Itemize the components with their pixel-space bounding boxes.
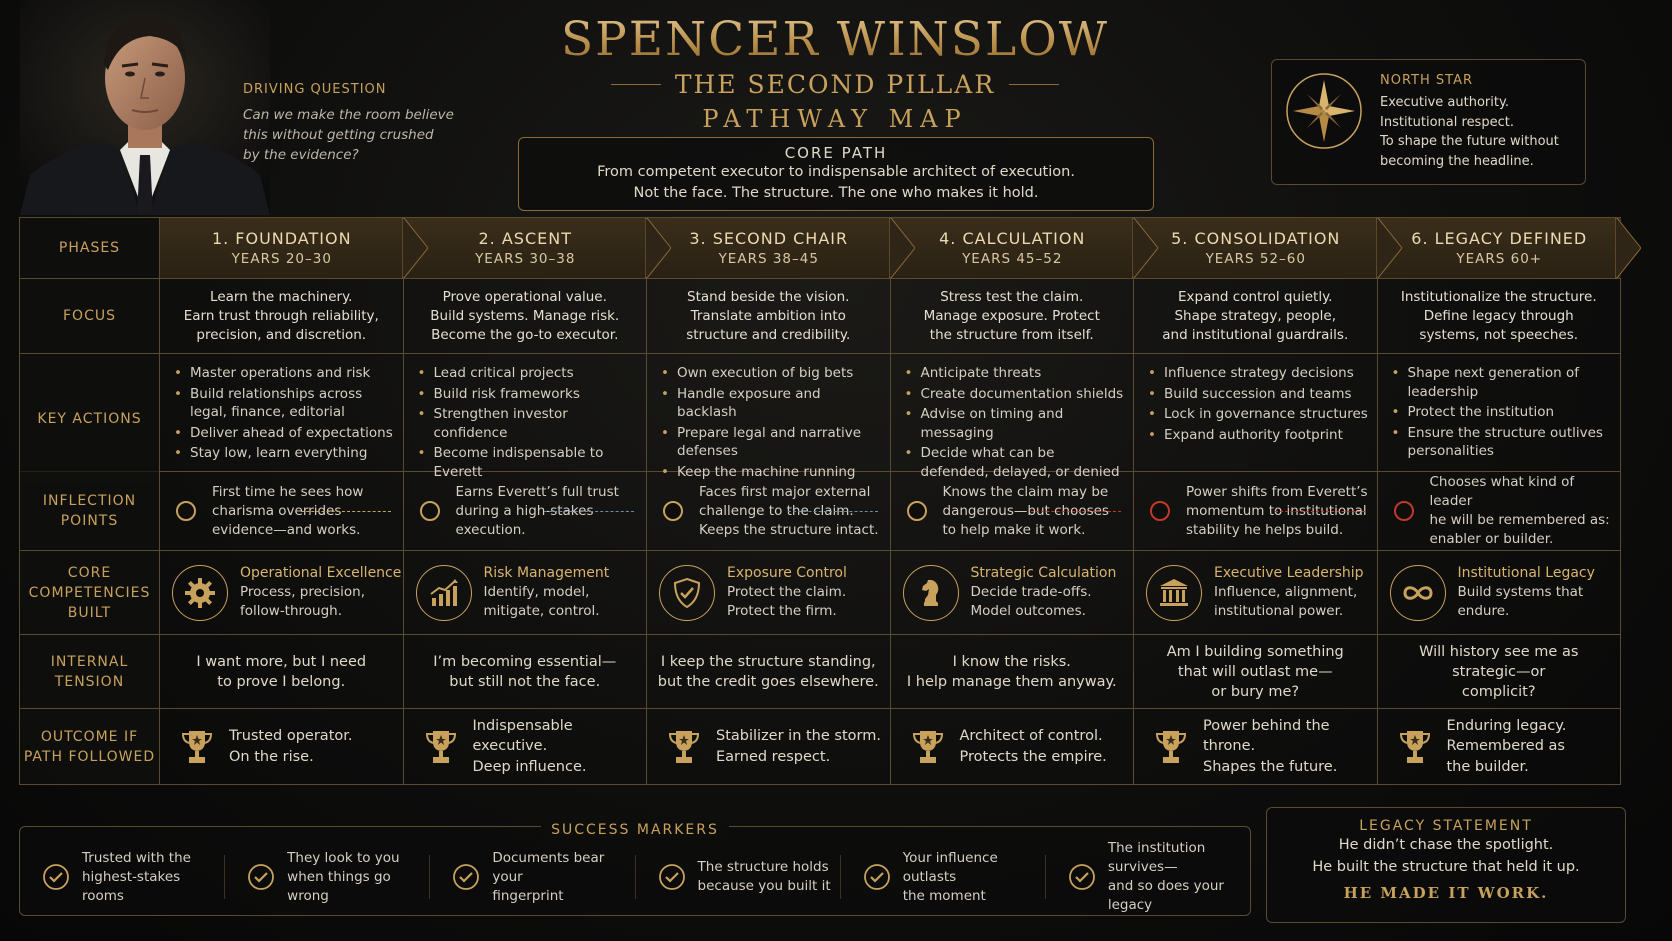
tension-line: Will history see me as [1419, 643, 1579, 660]
inflection-line: to help make it work. [942, 521, 1086, 538]
timeline-connector [301, 511, 391, 512]
success-marker-text [1108, 839, 1250, 915]
competency-title: Operational Excellence [240, 565, 402, 581]
driving-question-text [243, 105, 473, 165]
infinity-icon [1390, 565, 1446, 621]
competency-title: Strategic Calculation [970, 565, 1117, 581]
competency-text [484, 564, 610, 621]
tension-row [19, 635, 1621, 709]
inflection-line: execution. [455, 521, 526, 538]
success-marker [841, 849, 1046, 904]
action-item: • Deliver ahead of expectations [174, 424, 395, 443]
phase-title: 6. LEGACY DEFINED [1411, 229, 1588, 248]
inflection-line: stability he helps build. [1186, 521, 1344, 538]
actions-cell [891, 354, 1135, 483]
outcome-line: Indispensable executive. [472, 717, 573, 755]
action-item: • Protect the institution [1392, 403, 1613, 422]
tension-cell [647, 635, 891, 708]
row-label-inflection [19, 472, 160, 550]
outcome-cell [891, 709, 1135, 784]
competency-text [240, 564, 401, 621]
gear-icon [172, 565, 228, 621]
phase-title: 5. CONSOLIDATION [1171, 229, 1341, 248]
action-item: • Decide what can be defended, delayed, or denied [905, 444, 1126, 481]
inflection-text [1430, 473, 1621, 549]
inflection-cell [1378, 472, 1622, 550]
tension-line: strategic—or [1452, 663, 1546, 680]
phase-header [160, 218, 404, 278]
phase-header [1134, 218, 1378, 278]
outcome-text [1447, 716, 1567, 778]
row-label-key-actions: KEY ACTIONS [19, 354, 160, 483]
row-label-line: POINTS [60, 513, 119, 529]
trophy-icon [424, 728, 458, 766]
success-marker-line: fingerprint [492, 887, 564, 904]
outcome-line: Architect of control. [959, 728, 1103, 744]
row-label-competencies [19, 551, 160, 634]
competency-desc: follow-through. [240, 603, 343, 619]
check-circle-icon [863, 863, 891, 891]
north-star-line: Institutional respect. [1380, 114, 1514, 130]
tension-line: to prove I belong. [217, 673, 346, 690]
inflection-line: he will be remembered as: [1429, 512, 1610, 528]
action-item: • Build relationships across legal, finance, editorial [174, 385, 395, 422]
actions-cell [404, 354, 648, 483]
inflection-line: Earns Everett’s full trust [455, 483, 619, 500]
inflection-line: Faces first major external [699, 483, 871, 500]
core-path-line: From competent executor to indispensable architect of execution. [597, 164, 1075, 180]
outcome-text [1203, 716, 1377, 778]
success-marker [20, 849, 225, 904]
check-circle-icon [42, 863, 70, 891]
row-label-line: CORE [67, 564, 112, 581]
outcome-cell [1378, 709, 1622, 784]
competency-desc: Influence, alignment, [1214, 584, 1358, 600]
competency-desc: Protect the firm. [727, 603, 837, 619]
inflection-line: during a high-stakes [455, 502, 594, 519]
competency-text [727, 564, 847, 621]
action-item: • Lead critical projects [418, 364, 639, 383]
tension-line: but still not the face. [449, 673, 601, 690]
success-marker-text [492, 849, 634, 906]
action-item: • Strengthen investor confidence [418, 405, 639, 442]
driving-question-line: by the evidence? [243, 147, 359, 163]
competency-title: Exposure Control [727, 565, 847, 581]
outcome-text [229, 726, 353, 767]
outcome-line: the builder. [1446, 758, 1529, 775]
focus-cell [647, 279, 891, 353]
focus-line: Stand beside the vision. [687, 288, 850, 305]
phase-years: YEARS 60+ [1456, 251, 1543, 267]
outcome-line: Remembered as [1446, 738, 1565, 755]
row-label-phases: PHASES [19, 218, 160, 278]
success-marker [430, 849, 635, 904]
tension-cell [1378, 635, 1622, 708]
competency-title: Executive Leadership [1214, 565, 1364, 581]
legacy-punchline: HE MADE IT WORK. [1343, 884, 1549, 902]
competency-title: Institutional Legacy [1457, 565, 1595, 581]
chevron-right-icon [402, 218, 428, 278]
action-item: • Prepare legal and narrative defenses [661, 424, 882, 461]
success-marker-line: the moment [902, 887, 986, 904]
focus-line: and institutional guardrails. [1162, 326, 1349, 343]
outcome-cell [160, 709, 404, 784]
phase-years: YEARS 20–30 [231, 251, 332, 267]
pathway-table [19, 217, 1621, 785]
chevron-right-icon [889, 218, 915, 278]
milestone-dot [176, 501, 196, 521]
north-star-label: NORTH STAR [1380, 73, 1474, 88]
driving-question-label: DRIVING QUESTION [243, 82, 387, 97]
focus-cell [1134, 279, 1378, 353]
action-item: • Stay low, learn everything [174, 444, 395, 463]
phase-header [1378, 218, 1622, 278]
phase-years: YEARS 30–38 [475, 251, 576, 267]
core-path-line: Not the face. The structure. The one who makes it hold. [633, 185, 1039, 201]
focus-line: Build systems. Manage risk. [430, 307, 620, 324]
competency-desc: mitigate, control. [483, 603, 600, 619]
competency-text [1214, 564, 1364, 621]
north-star-line: Executive authority. [1380, 95, 1509, 110]
competency-desc: Model outcomes. [970, 603, 1086, 619]
key-actions-row [19, 354, 1621, 480]
outcome-line: Protects the empire. [959, 748, 1107, 765]
outcome-line: Enduring legacy. [1446, 717, 1567, 734]
competency-desc: Decide trade-offs. [970, 584, 1092, 600]
focus-line: Learn the machinery. [210, 288, 353, 305]
action-item: • Own execution of big bets [661, 364, 882, 383]
competency-text [1458, 564, 1595, 621]
phase-years: YEARS 52–60 [1205, 251, 1306, 267]
row-label-line: TENSION [54, 673, 125, 690]
core-path-label: CORE PATH [784, 144, 888, 162]
focus-line: Shape strategy, people, [1174, 307, 1336, 324]
divider [1009, 84, 1059, 85]
focus-line: Institutionalize the structure. [1400, 288, 1597, 305]
focus-cell [1378, 279, 1622, 353]
outcome-cell [404, 709, 648, 784]
phase-title: 3. SECOND CHAIR [689, 229, 849, 248]
tension-line: I help manage them anyway. [906, 673, 1117, 690]
success-marker-line: when things go wrong [287, 868, 391, 904]
focus-line: precision, and discretion. [196, 326, 367, 343]
timeline-connector [788, 511, 878, 512]
focus-line: Translate ambition into [690, 307, 846, 324]
competency-cell [891, 551, 1135, 634]
competency-text [971, 564, 1117, 621]
success-markers-label-wrap [20, 819, 1250, 838]
check-circle-icon [247, 863, 275, 891]
competency-desc: endure. [1457, 603, 1510, 619]
inflection-line: enabler or builder. [1429, 531, 1554, 547]
tension-cell [404, 635, 648, 708]
chevron-right-icon [1376, 218, 1402, 278]
title-block [520, 12, 1150, 133]
success-marker-text [903, 849, 1045, 906]
inflection-row [19, 472, 1621, 551]
phase-header [647, 218, 891, 278]
success-marker-line: Documents bear your [492, 849, 605, 885]
action-item: • Build succession and teams [1148, 385, 1369, 404]
tension-cell [1134, 635, 1378, 708]
growth-chart-icon [416, 565, 472, 621]
focus-cell [404, 279, 648, 353]
subtitle-row [520, 70, 1150, 99]
action-item: • Create documentation shields [905, 385, 1126, 404]
inflection-line: challenge to the claim. [699, 502, 854, 519]
tension-cell [160, 635, 404, 708]
chevron-right-icon [1615, 218, 1641, 278]
action-item: • Keep the machine running [661, 463, 882, 482]
outcome-line: Earned respect. [716, 748, 831, 765]
phases-row [19, 217, 1621, 279]
inflection-line: Keeps the structure intact. [699, 521, 879, 538]
milestone-dot [1394, 501, 1414, 521]
success-marker-text [82, 849, 224, 906]
success-marker-line: The institution survives— [1107, 840, 1206, 875]
competency-desc: Identify, model, [483, 584, 590, 600]
action-item: • Become indispensable to Everett [418, 444, 639, 481]
success-marker-line: Trusted with the [82, 849, 191, 866]
success-markers-list [20, 840, 1250, 913]
phase-title: 4. CALCULATION [939, 229, 1086, 248]
success-markers [19, 822, 1251, 916]
outcome-text [473, 716, 647, 778]
page-subtitle: THE SECOND PILLAR [674, 70, 996, 99]
portrait-image [20, 0, 270, 215]
north-star-text [1380, 93, 1580, 171]
focus-line: Become the go-to executor. [431, 326, 619, 343]
actions-cell [160, 354, 404, 483]
inflection-line: charisma overrides [212, 502, 342, 519]
action-item: • Expand authority footprint [1148, 426, 1369, 445]
row-label-focus: FOCUS [19, 279, 160, 353]
tension-line: I want more, but I need [196, 653, 367, 670]
driving-question-line: this without getting crushed [243, 127, 434, 143]
trophy-icon [1154, 728, 1188, 766]
focus-line: structure and credibility. [686, 326, 851, 343]
competencies-row [19, 551, 1621, 635]
legacy-line: He didn’t chase the spotlight. [1338, 837, 1554, 853]
outcome-line: Deep influence. [472, 758, 587, 775]
compass-icon [1285, 72, 1363, 150]
page-subtitle-2: PATHWAY MAP [702, 105, 968, 133]
success-marker-line: Your influence outlasts [902, 849, 998, 885]
actions-cell [647, 354, 891, 483]
institution-icon [1146, 565, 1202, 621]
competency-cell [160, 551, 404, 634]
focus-line: Earn trust through reliability, [183, 307, 379, 324]
chevron-right-icon [645, 218, 671, 278]
row-label-line: OUTCOME IF [40, 728, 139, 745]
phase-header [891, 218, 1135, 278]
outcome-cell [647, 709, 891, 784]
action-item: • Anticipate threats [905, 364, 1126, 383]
outcome-text [716, 726, 881, 767]
inflection-line: Knows the claim may be [942, 483, 1109, 500]
success-marker-line: because you built it [697, 878, 831, 894]
tension-line: I keep the structure standing, [660, 653, 876, 670]
tension-line: Am I building something [1166, 643, 1344, 660]
success-markers-label: SUCCESS MARKERS [541, 822, 729, 838]
outcome-line: Power behind the throne. [1203, 717, 1330, 755]
action-item: • Build risk frameworks [418, 385, 639, 404]
competency-title: Risk Management [483, 565, 610, 581]
action-item: • Ensure the structure outlives personalities [1392, 424, 1613, 461]
success-marker-text [698, 858, 831, 896]
check-circle-icon [1068, 863, 1096, 891]
trophy-icon [911, 728, 945, 766]
phase-header [404, 218, 648, 278]
success-marker-line: and so does your legacy [1107, 878, 1224, 913]
milestone-dot [1150, 501, 1170, 521]
success-marker-line: The structure holds [697, 859, 829, 875]
tension-cell [891, 635, 1135, 708]
check-circle-icon [452, 863, 480, 891]
inflection-line: First time he sees how [212, 483, 364, 500]
outcome-row [19, 709, 1621, 785]
legacy-line: He built the structure that held it up. [1312, 859, 1580, 875]
milestone-dot [907, 501, 927, 521]
competency-cell [404, 551, 648, 634]
timeline-connector [1031, 511, 1121, 512]
driving-question [243, 82, 473, 165]
tension-line: that will outlast me— [1177, 663, 1333, 680]
chess-knight-icon [903, 565, 959, 621]
competency-desc: Process, precision, [240, 584, 365, 600]
success-marker [636, 855, 841, 899]
trophy-icon [667, 728, 701, 766]
core-path-box [518, 137, 1154, 211]
north-star-box [1271, 59, 1586, 185]
phase-years: YEARS 38–45 [718, 251, 819, 267]
inflection-line: Power shifts from Everett’s [1186, 483, 1368, 500]
focus-line: Manage exposure. Protect [923, 307, 1100, 324]
competency-desc: institutional power. [1214, 603, 1344, 619]
focus-line: systems, not speeches. [1419, 326, 1579, 343]
focus-cell [891, 279, 1135, 353]
actions-cell [1134, 354, 1378, 483]
trophy-icon [1398, 728, 1432, 766]
success-marker-line: highest-stakes rooms [82, 868, 181, 904]
competency-cell [647, 551, 891, 634]
divider [611, 84, 661, 85]
action-item: • Shape next generation of leadership [1392, 364, 1613, 401]
shield-check-icon [659, 565, 715, 621]
outcome-cell [1134, 709, 1378, 784]
row-label-line: COMPETENCIES [28, 584, 151, 601]
focus-line: Expand control quietly. [1178, 288, 1333, 305]
north-star-line: To shape the future without [1380, 134, 1559, 149]
chevron-right-icon [1132, 218, 1158, 278]
inflection-line: evidence—and works. [212, 521, 361, 538]
success-marker [1046, 840, 1250, 913]
phase-title: 1. FOUNDATION [211, 229, 352, 248]
focus-line: the structure from itself. [929, 326, 1094, 343]
outcome-text [960, 726, 1107, 767]
trophy-icon [180, 728, 214, 766]
outcome-line: Shapes the future. [1203, 758, 1338, 775]
row-label-outcome [19, 709, 160, 784]
action-item: • Influence strategy decisions [1148, 364, 1369, 383]
action-item: • Lock in governance structures [1148, 405, 1369, 424]
outcome-line: Trusted operator. [229, 728, 353, 744]
success-marker [225, 849, 430, 904]
row-label-line: INTERNAL [50, 653, 129, 670]
legacy-statement-label: LEGACY STATEMENT [1359, 818, 1533, 834]
row-label-line: BUILT [67, 604, 112, 621]
action-item: • Advise on timing and messaging [905, 405, 1126, 442]
outcome-line: Stabilizer in the storm. [716, 728, 881, 744]
north-star-line: becoming the headline. [1380, 153, 1534, 169]
phase-years: YEARS 45–52 [962, 251, 1063, 267]
timeline-connector [544, 511, 634, 512]
tension-line: I’m becoming essential— [433, 653, 617, 670]
competency-cell [1378, 551, 1622, 634]
tension-line: or bury me? [1211, 683, 1300, 700]
timeline-connector [1275, 511, 1365, 512]
actions-cell [1378, 354, 1622, 483]
tension-line: I know the risks. [952, 653, 1071, 670]
competency-cell [1134, 551, 1378, 634]
inflection-line: Chooses what kind of leader [1429, 474, 1575, 509]
action-item: • Handle exposure and backlash [661, 385, 882, 422]
outcome-line: On the rise. [229, 748, 314, 765]
legacy-statement [1266, 807, 1626, 923]
focus-line: Prove operational value. [442, 288, 607, 305]
focus-line: Stress test the claim. [940, 288, 1084, 305]
milestone-dot [663, 501, 683, 521]
success-marker-text [287, 849, 429, 906]
driving-question-line: Can we make the room believe [243, 107, 454, 123]
row-label-line: PATH FOLLOWED [23, 748, 156, 765]
phase-title: 2. ASCENT [478, 229, 572, 248]
inflection-line: dangerous—but chooses [942, 502, 1109, 519]
page-title: SPENCER WINSLOW [520, 12, 1150, 68]
focus-cell [160, 279, 404, 353]
tension-line: but the credit goes elsewhere. [657, 673, 879, 690]
action-item: • Master operations and risk [174, 364, 395, 383]
competency-desc: Protect the claim. [727, 584, 847, 600]
inflection-line: momentum to institutional [1186, 502, 1367, 519]
milestone-dot [420, 501, 440, 521]
check-circle-icon [658, 863, 686, 891]
tension-line: complicit? [1461, 683, 1536, 700]
competency-desc: Build systems that [1457, 584, 1584, 600]
focus-line: Define legacy through [1423, 307, 1574, 324]
focus-row [19, 279, 1621, 354]
success-marker-line: They look to you [287, 849, 400, 866]
row-label-tension [19, 635, 160, 708]
row-label-line: INFLECTION [42, 493, 137, 509]
